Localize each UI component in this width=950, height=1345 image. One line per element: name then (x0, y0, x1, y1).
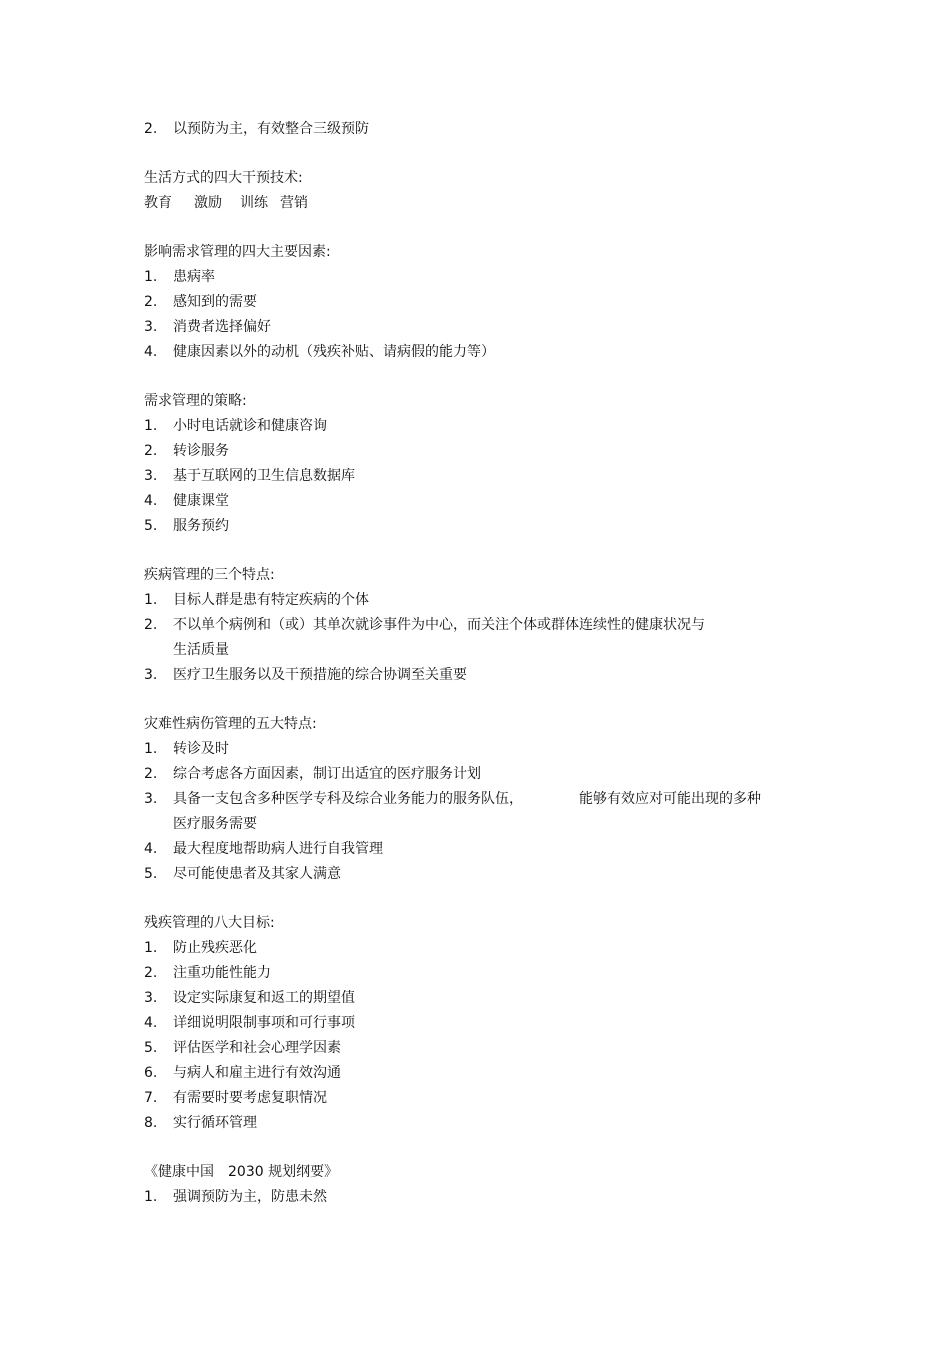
section-heading-demand-strategy: 需求管理的策略: (144, 393, 247, 409)
item-number: 6. (144, 1065, 158, 1081)
item-text: 消费者选择偏好 (173, 319, 271, 335)
item-number: 1. (144, 269, 158, 285)
technique-item: 训练 (240, 195, 268, 211)
item-number: 1. (144, 741, 158, 757)
heading-part: 《健康中国 (144, 1164, 214, 1180)
item-number: 1. (144, 592, 158, 608)
item-number: 2. (144, 766, 158, 782)
item-text: 转诊服务 (173, 443, 229, 459)
item-number: 5. (144, 1040, 158, 1056)
item-text: 强调预防为主，防患未然 (173, 1189, 327, 1205)
technique-item: 教育 (144, 195, 172, 211)
item-text: 有需要时要考虑复职情况 (173, 1090, 327, 1106)
list-item (144, 1086, 844, 1111)
list-item (144, 588, 844, 613)
item-number: 2. (144, 443, 158, 459)
item-text: 感知到的需要 (173, 294, 257, 310)
list-item (144, 265, 844, 290)
item-text: 健康因素以外的动机（残疾补贴、请病假的能力等） (173, 344, 495, 360)
list-item (144, 737, 844, 762)
item-number: 3. (144, 990, 158, 1006)
item-text: 详细说明限制事项和可行事项 (173, 1015, 355, 1031)
technique-item: 激励 (194, 195, 222, 211)
item-text: 基于互联网的卫生信息数据库 (173, 468, 355, 484)
item-text: 注重功能性能力 (173, 965, 271, 981)
item-text: 设定实际康复和返工的期望值 (173, 990, 355, 1006)
item-number: 3. (144, 468, 158, 484)
item-number: 2. (144, 965, 158, 981)
item-number: 4. (144, 841, 158, 857)
list-item (144, 986, 844, 1011)
item-number: 1. (144, 1189, 158, 1205)
item-continuation: 医疗服务需要 (173, 816, 257, 832)
item-number: 1. (144, 940, 158, 956)
item-text: 以预防为主，有效整合三级预防 (173, 121, 369, 137)
list-item (144, 514, 844, 539)
document-page (144, 117, 844, 1210)
item-number: 2. (144, 121, 158, 137)
list-item (144, 117, 844, 142)
list-item (144, 1061, 844, 1086)
section-heading-demand-factors: 影响需求管理的四大主要因素: (144, 244, 331, 260)
item-number: 4. (144, 344, 158, 360)
list-item (144, 936, 844, 961)
list-item (144, 1185, 844, 1210)
item-text: 患病率 (173, 269, 215, 285)
item-number: 4. (144, 493, 158, 509)
item-continuation: 生活质量 (173, 642, 229, 658)
section-heading-catastrophic: 灾难性病伤管理的五大特点: (144, 716, 317, 732)
item-number: 5. (144, 866, 158, 882)
item-text: 防止残疾恶化 (173, 940, 257, 956)
item-text: 不以单个病例和（或）其单次就诊事件为中心，而关注个体或群体连续性的健康状况与 (173, 617, 705, 633)
item-number: 2. (144, 617, 158, 633)
list-item (144, 762, 844, 787)
item-text: 最大程度地帮助病人进行自我管理 (173, 841, 383, 857)
item-number: 7. (144, 1090, 158, 1106)
list-item (144, 663, 844, 688)
item-text: 转诊及时 (173, 741, 229, 757)
technique-list (144, 191, 844, 216)
item-number: 3. (144, 791, 158, 807)
list-item (144, 862, 844, 887)
item-text: 与病人和雇主进行有效沟通 (173, 1065, 341, 1081)
item-text: 能够有效应对可能出现的多种 (579, 791, 761, 807)
list-item (144, 787, 844, 812)
list-item (144, 613, 844, 638)
section-heading-healthy-china (144, 1160, 844, 1185)
item-text: 综合考虑各方面因素，制订出适宜的医疗服务计划 (173, 766, 481, 782)
list-item (144, 315, 844, 340)
item-number: 4. (144, 1015, 158, 1031)
list-item (144, 837, 844, 862)
list-item (144, 414, 844, 439)
item-number: 8. (144, 1115, 158, 1131)
item-number: 5. (144, 518, 158, 534)
section-heading-disability: 残疾管理的八大目标: (144, 915, 275, 931)
section-heading-lifestyle: 生活方式的四大干预技术: (144, 170, 303, 186)
item-text: 评估医学和社会心理学因素 (173, 1040, 341, 1056)
item-text: 服务预约 (173, 518, 229, 534)
heading-part: 2030 规划纲要》 (228, 1164, 339, 1180)
item-number: 2. (144, 294, 158, 310)
section-heading-disease-management: 疾病管理的三个特点: (144, 567, 275, 583)
list-item (144, 340, 844, 365)
item-text: 实行循环管理 (173, 1115, 257, 1131)
item-number: 3. (144, 667, 158, 683)
list-item (144, 439, 844, 464)
item-text: 医疗卫生服务以及干预措施的综合协调至关重要 (173, 667, 467, 683)
item-text: 小时电话就诊和健康咨询 (173, 418, 327, 434)
technique-item: 营销 (280, 195, 308, 211)
list-item (144, 290, 844, 315)
item-text: 具备一支包含多种医学专科及综合业务能力的服务队伍， (173, 791, 523, 807)
item-number: 3. (144, 319, 158, 335)
list-item (144, 1011, 844, 1036)
list-item (144, 489, 844, 514)
list-item (144, 464, 844, 489)
list-item (144, 1036, 844, 1061)
list-item (144, 961, 844, 986)
item-text: 尽可能使患者及其家人满意 (173, 866, 341, 882)
list-item (144, 1111, 844, 1136)
item-text: 健康课堂 (173, 493, 229, 509)
item-number: 1. (144, 418, 158, 434)
item-text: 目标人群是患有特定疾病的个体 (173, 592, 369, 608)
